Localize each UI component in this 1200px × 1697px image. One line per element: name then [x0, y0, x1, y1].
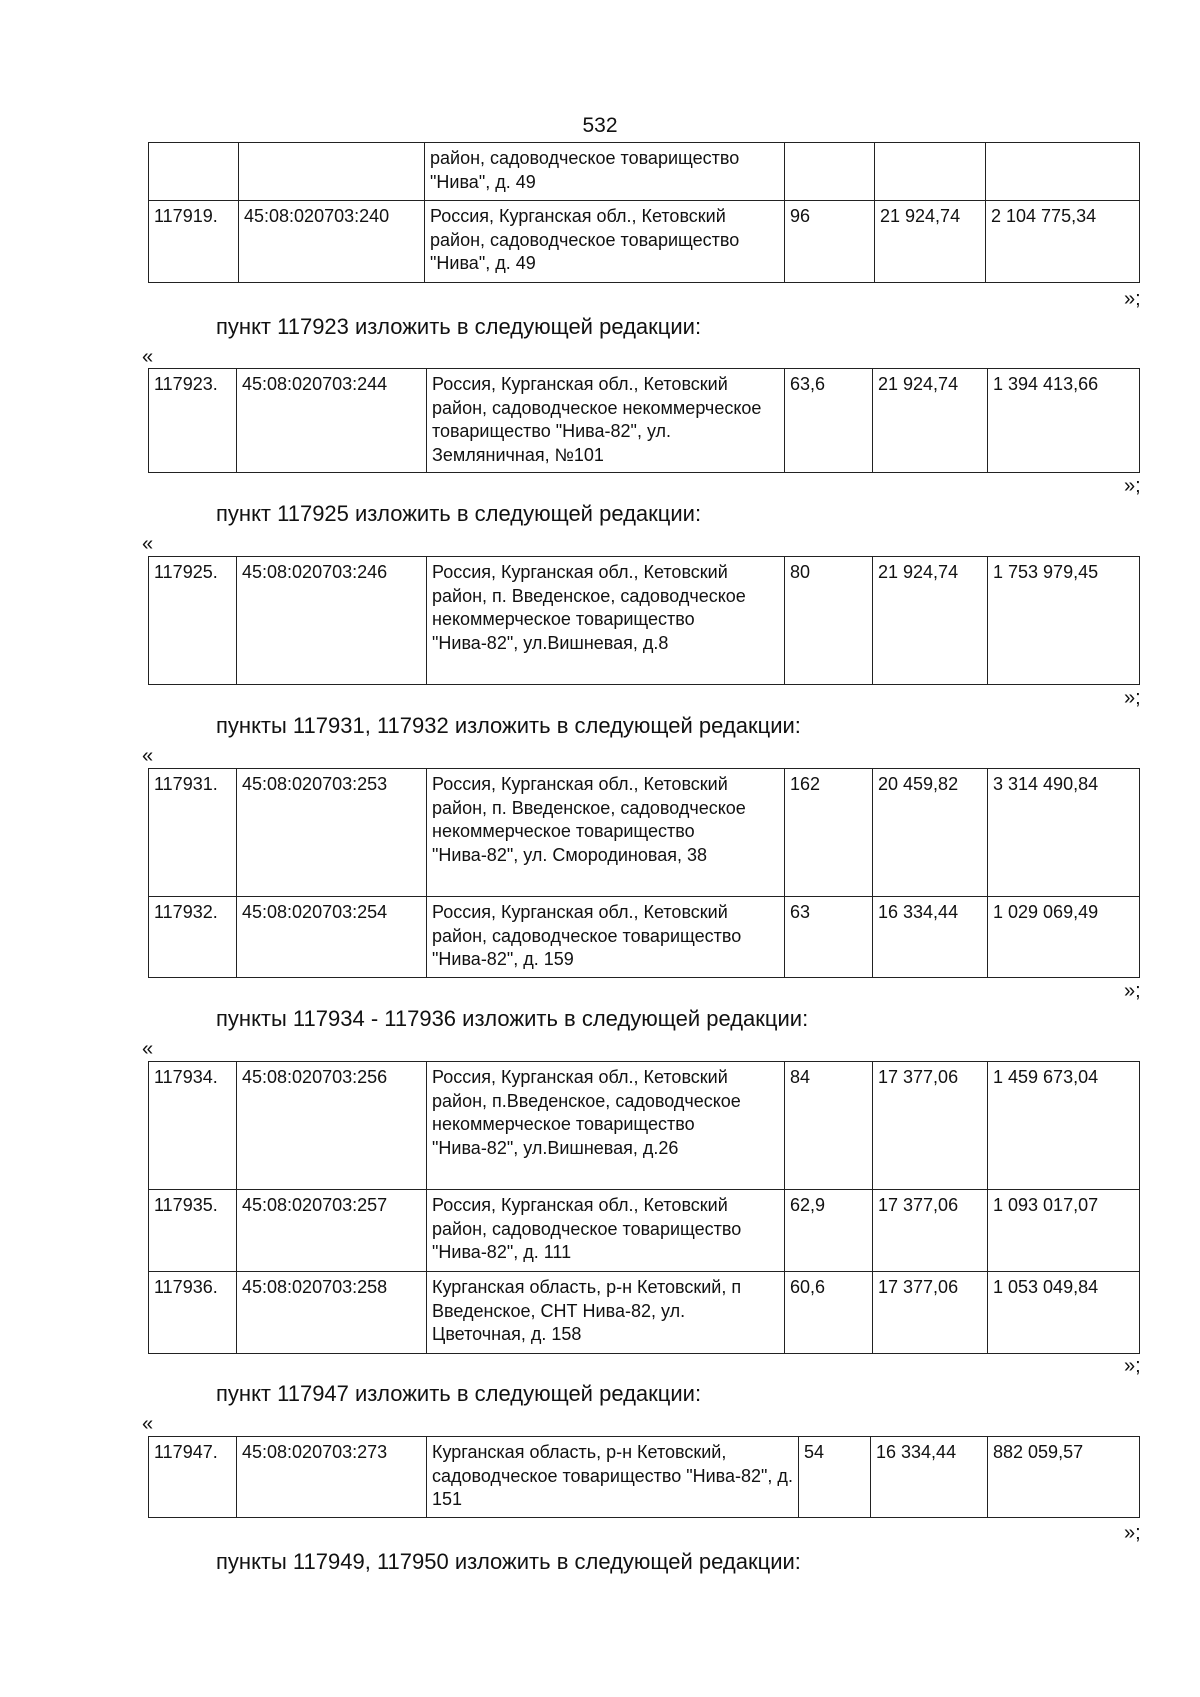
- opening-quote: «: [142, 346, 154, 368]
- cadastral-number: 45:08:020703:257: [237, 1190, 427, 1272]
- table-row: [149, 1437, 1140, 1518]
- area: [785, 143, 875, 201]
- table-row: [149, 557, 1140, 685]
- table-row: [149, 1272, 1140, 1354]
- address: Россия, Курганская обл., Кетовский район, садоводческое товарищество "Нива-82", д. 111: [427, 1190, 785, 1272]
- total-value: 2 104 775,34: [986, 201, 1140, 283]
- unit-price: 20 459,82: [873, 769, 988, 897]
- cadastral-number: 45:08:020703:246: [237, 557, 427, 685]
- registry-table: [148, 556, 1140, 685]
- total-value: 1 753 979,45: [988, 557, 1140, 685]
- closing-quote: »;: [1124, 1355, 1141, 1377]
- total-value: 1 029 069,49: [988, 897, 1140, 978]
- row-number: 117934.: [149, 1062, 237, 1190]
- row-number: 117947.: [149, 1437, 237, 1518]
- unit-price: 21 924,74: [875, 201, 986, 283]
- cadastral-number: 45:08:020703:256: [237, 1062, 427, 1190]
- opening-quote: «: [142, 1413, 154, 1435]
- address: Россия, Курганская обл., Кетовский район, п. Введенское, садоводческое некоммерческое товарищество "Нива-82", ул. Смородиновая, 38: [427, 769, 785, 897]
- closing-quote: »;: [1124, 288, 1141, 310]
- amendment-instruction: пункты 117931, 117932 изложить в следующей редакции:: [216, 713, 801, 738]
- registry-table-continued: [148, 142, 1140, 283]
- total-value: 1 093 017,07: [988, 1190, 1140, 1272]
- unit-price: 17 377,06: [873, 1272, 988, 1354]
- unit-price: 17 377,06: [873, 1190, 988, 1272]
- row-number: 117923.: [149, 369, 237, 473]
- address: Россия, Курганская обл., Кетовский район, п.Введенское, садоводческое некоммерческое товарищество "Нива-82", ул.Вишневая, д.26: [427, 1062, 785, 1190]
- cadastral-number: 45:08:020703:240: [239, 201, 425, 283]
- address: Курганская область, р-н Кетовский, п Введенское, СНТ Нива-82, ул. Цветочная, д. 158: [427, 1272, 785, 1354]
- registry-table: [148, 768, 1140, 978]
- table-row: [149, 201, 1140, 283]
- total-value: 882 059,57: [988, 1437, 1140, 1518]
- area: 96: [785, 201, 875, 283]
- opening-quote: «: [142, 745, 154, 767]
- table-row: [149, 1190, 1140, 1272]
- unit-price: 21 924,74: [873, 369, 988, 473]
- opening-quote: «: [142, 533, 154, 555]
- amendment-instruction: пункт 117947 изложить в следующей редакции:: [216, 1381, 702, 1406]
- address: Россия, Курганская обл., Кетовский район, п. Введенское, садоводческое некоммерческое товарищество "Нива-82", ул.Вишневая, д.8: [427, 557, 785, 685]
- unit-price: 21 924,74: [873, 557, 988, 685]
- amendment-instruction: пункты 117934 - 117936 изложить в следующей редакции:: [216, 1006, 809, 1031]
- unit-price: 17 377,06: [873, 1062, 988, 1190]
- amendment-instruction: пункты 117949, 117950 изложить в следующей редакции:: [216, 1549, 801, 1574]
- table-row: [149, 1062, 1140, 1190]
- row-number: [149, 143, 239, 201]
- closing-quote: »;: [1124, 687, 1141, 709]
- row-number: 117932.: [149, 897, 237, 978]
- address: Россия, Курганская обл., Кетовский район, садоводческое товарищество "Нива", д. 49: [425, 201, 785, 283]
- area: 80: [785, 557, 873, 685]
- table-row: [149, 897, 1140, 978]
- row-number: 117925.: [149, 557, 237, 685]
- area: 63: [785, 897, 873, 978]
- registry-table: [148, 1061, 1140, 1354]
- total-value: 1 053 049,84: [988, 1272, 1140, 1354]
- total-value: 1 394 413,66: [988, 369, 1140, 473]
- cadastral-number: 45:08:020703:254: [237, 897, 427, 978]
- area: 54: [799, 1437, 871, 1518]
- cadastral-number: 45:08:020703:258: [237, 1272, 427, 1354]
- row-number: 117936.: [149, 1272, 237, 1354]
- cadastral-number: [239, 143, 425, 201]
- unit-price: [875, 143, 986, 201]
- closing-quote: »;: [1124, 980, 1141, 1002]
- row-number: 117931.: [149, 769, 237, 897]
- row-number: 117919.: [149, 201, 239, 283]
- address: район, садоводческое товарищество "Нива", д. 49: [425, 143, 785, 201]
- address: Россия, Курганская обл., Кетовский район, садоводческое товарищество "Нива-82", д. 159: [427, 897, 785, 978]
- area: 162: [785, 769, 873, 897]
- page-number: 532: [582, 114, 618, 137]
- cadastral-number: 45:08:020703:253: [237, 769, 427, 897]
- cadastral-number: 45:08:020703:244: [237, 369, 427, 473]
- registry-table: [148, 368, 1140, 473]
- area: 84: [785, 1062, 873, 1190]
- total-value: 1 459 673,04: [988, 1062, 1140, 1190]
- address: Россия, Курганская обл., Кетовский район, садоводческое некоммерческое товарищество "Нива-82", ул. Земляничная, №101: [427, 369, 785, 473]
- amendment-instruction: пункт 117923 изложить в следующей редакции:: [216, 314, 702, 339]
- cadastral-number: 45:08:020703:273: [237, 1437, 427, 1518]
- opening-quote: «: [142, 1038, 154, 1060]
- row-number: 117935.: [149, 1190, 237, 1272]
- address: Курганская область, р-н Кетовский, садоводческое товарищество "Нива-82", д. 151: [427, 1437, 799, 1518]
- registry-table: [148, 1436, 1140, 1518]
- closing-quote: »;: [1124, 1522, 1141, 1544]
- closing-quote: »;: [1124, 475, 1141, 497]
- unit-price: 16 334,44: [871, 1437, 988, 1518]
- total-value: 3 314 490,84: [988, 769, 1140, 897]
- area: 60,6: [785, 1272, 873, 1354]
- table-row: [149, 769, 1140, 897]
- table-row: [149, 369, 1140, 473]
- amendment-instruction: пункт 117925 изложить в следующей редакции:: [216, 501, 702, 526]
- area: 63,6: [785, 369, 873, 473]
- unit-price: 16 334,44: [873, 897, 988, 978]
- area: 62,9: [785, 1190, 873, 1272]
- total-value: [986, 143, 1140, 201]
- table-row: [149, 143, 1140, 201]
